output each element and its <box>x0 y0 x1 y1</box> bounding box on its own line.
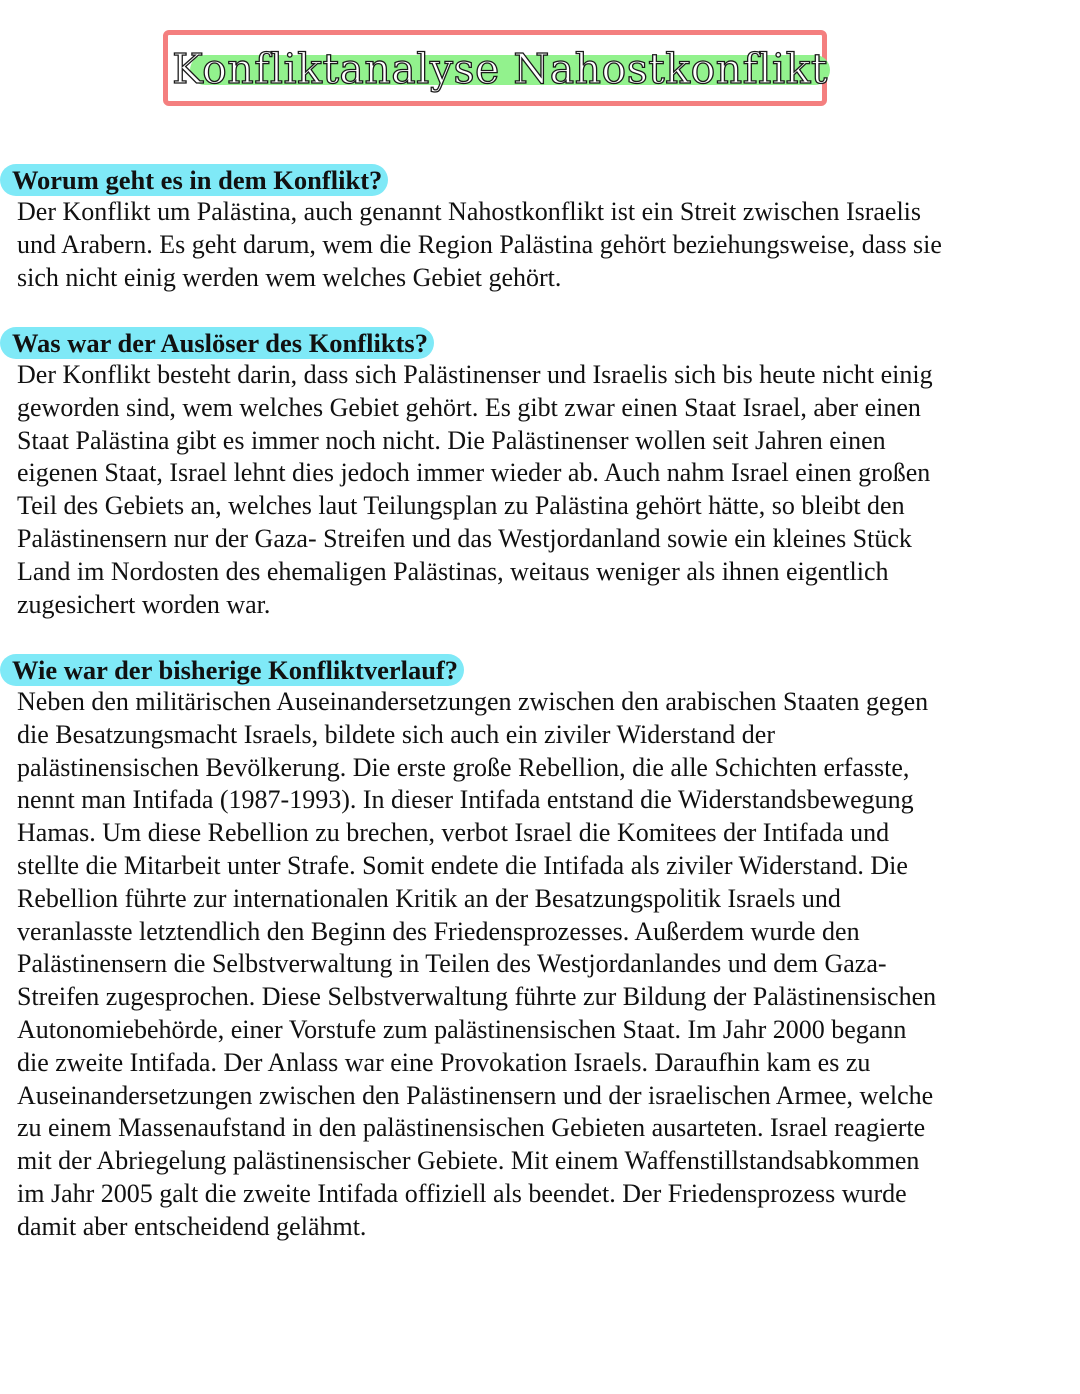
paragraph-line: veranlasste letztendlich den Beginn des Friedensprozesses. Außerdem wurde den <box>17 916 860 946</box>
paragraph-line: im Jahr 2005 galt die zweite Intifada offiziell als beendet. Der Friedensprozess wurde <box>17 1178 907 1208</box>
paragraph-line: zugesichert worden war. <box>17 589 271 619</box>
paragraph-line: Streifen zugesprochen. Diese Selbstverwaltung führte zur Bildung der Palästinensischen <box>17 982 937 1012</box>
section-heading: Was war der Auslöser des Konflikts? <box>0 327 434 359</box>
section-conflict-topic <box>0 164 1080 294</box>
paragraph-line: Staat Palästina gibt es immer noch nicht. Die Palästinenser wollen seit Jahren einen <box>17 425 886 455</box>
paragraph-line: Der Konflikt besteht darin, dass sich Palästinenser und Israelis sich bis heute nicht einig <box>17 360 933 389</box>
page-title: Konfliktanalyse Nahostkonflikt <box>172 45 828 93</box>
paragraph-line: palästinensischen Bevölkerung. Die erste große Rebellion, die alle Schichten erfasste, <box>17 752 910 782</box>
section-heading: Wie war der bisherige Konfliktverlauf? <box>0 654 464 686</box>
paragraph-line: Neben den militärischen Auseinandersetzungen zwischen den arabischen Staaten gegen <box>17 687 929 716</box>
paragraph-line: die Besatzungsmacht Israels, bildete sich auch ein ziviler Widerstand der <box>17 719 775 749</box>
paragraph-line: Land im Nordosten des ehemaligen Palästinas, weitaus weniger als ihnen eigentlich <box>17 556 889 586</box>
paragraph-line: nennt man Intifada (1987-1993). In dieser Intifada entstand die Widerstandsbewegung <box>17 785 914 815</box>
paragraph-line: Autonomiebehörde, einer Vorstufe zum palästinensischen Staat. Im Jahr 2000 begann <box>17 1014 907 1044</box>
paragraph-line: und Arabern. Es geht darum, wem die Region Palästina gehört beziehungsweise, dass sie <box>17 229 942 259</box>
section-conflict-trigger <box>0 327 1080 621</box>
title-box <box>163 30 827 106</box>
paragraph-line: Auseinandersetzungen zwischen den Palästinensern und der israelischen Armee, welche <box>17 1080 934 1110</box>
section-paragraph <box>0 359 1057 621</box>
paragraph-line: eigenen Staat, Israel lehnt dies jedoch immer wieder ab. Auch nahm Israel einen großen <box>17 458 931 488</box>
paragraph-line: Rebellion führte zur internationalen Kritik an der Besatzungspolitik Israels und <box>17 883 841 913</box>
paragraph-line: zu einem Massenaufstand in den palästinensischen Gebieten ausarteten. Israel reagierte <box>17 1113 926 1143</box>
paragraph-line: Der Konflikt um Palästina, auch genannt Nahostkonflikt ist ein Streit zwischen Israelis <box>17 197 922 226</box>
paragraph-line: geworden sind, wem welches Gebiet gehört. Es gibt zwar einen Staat Israel, aber einen <box>17 392 921 422</box>
paragraph-line: Palästinensern die Selbstverwaltung in Teilen des Westjordanlandes und dem Gaza- <box>17 949 887 979</box>
paragraph-line: Palästinensern nur der Gaza- Streifen und das Westjordanland sowie ein kleines Stück <box>17 523 912 553</box>
paragraph-line: Hamas. Um diese Rebellion zu brechen, verbot Israel die Komitees der Intifada und <box>17 818 890 848</box>
paragraph-line: stellte die Mitarbeit unter Strafe. Somit endete die Intifada als ziviler Widerstand. Die <box>17 850 908 880</box>
section-conflict-history <box>0 654 1080 1244</box>
paragraph-line: Teil des Gebiets an, welches laut Teilungsplan zu Palästina gehört hätte, so bleibt den <box>17 491 905 521</box>
paragraph-line: damit aber entscheidend gelähmt. <box>17 1211 367 1241</box>
section-paragraph <box>0 686 1057 1244</box>
section-paragraph <box>0 196 1057 294</box>
paragraph-line: sich nicht einig werden wem welches Gebiet gehört. <box>17 262 562 292</box>
paragraph-line: mit der Abriegelung palästinensischer Gebiete. Mit einem Waffenstillstandsabkommen <box>17 1146 920 1176</box>
section-heading: Worum geht es in dem Konflikt? <box>0 164 388 196</box>
paragraph-line: die zweite Intifada. Der Anlass war eine Provokation Israels. Daraufhin kam es zu <box>17 1047 871 1077</box>
